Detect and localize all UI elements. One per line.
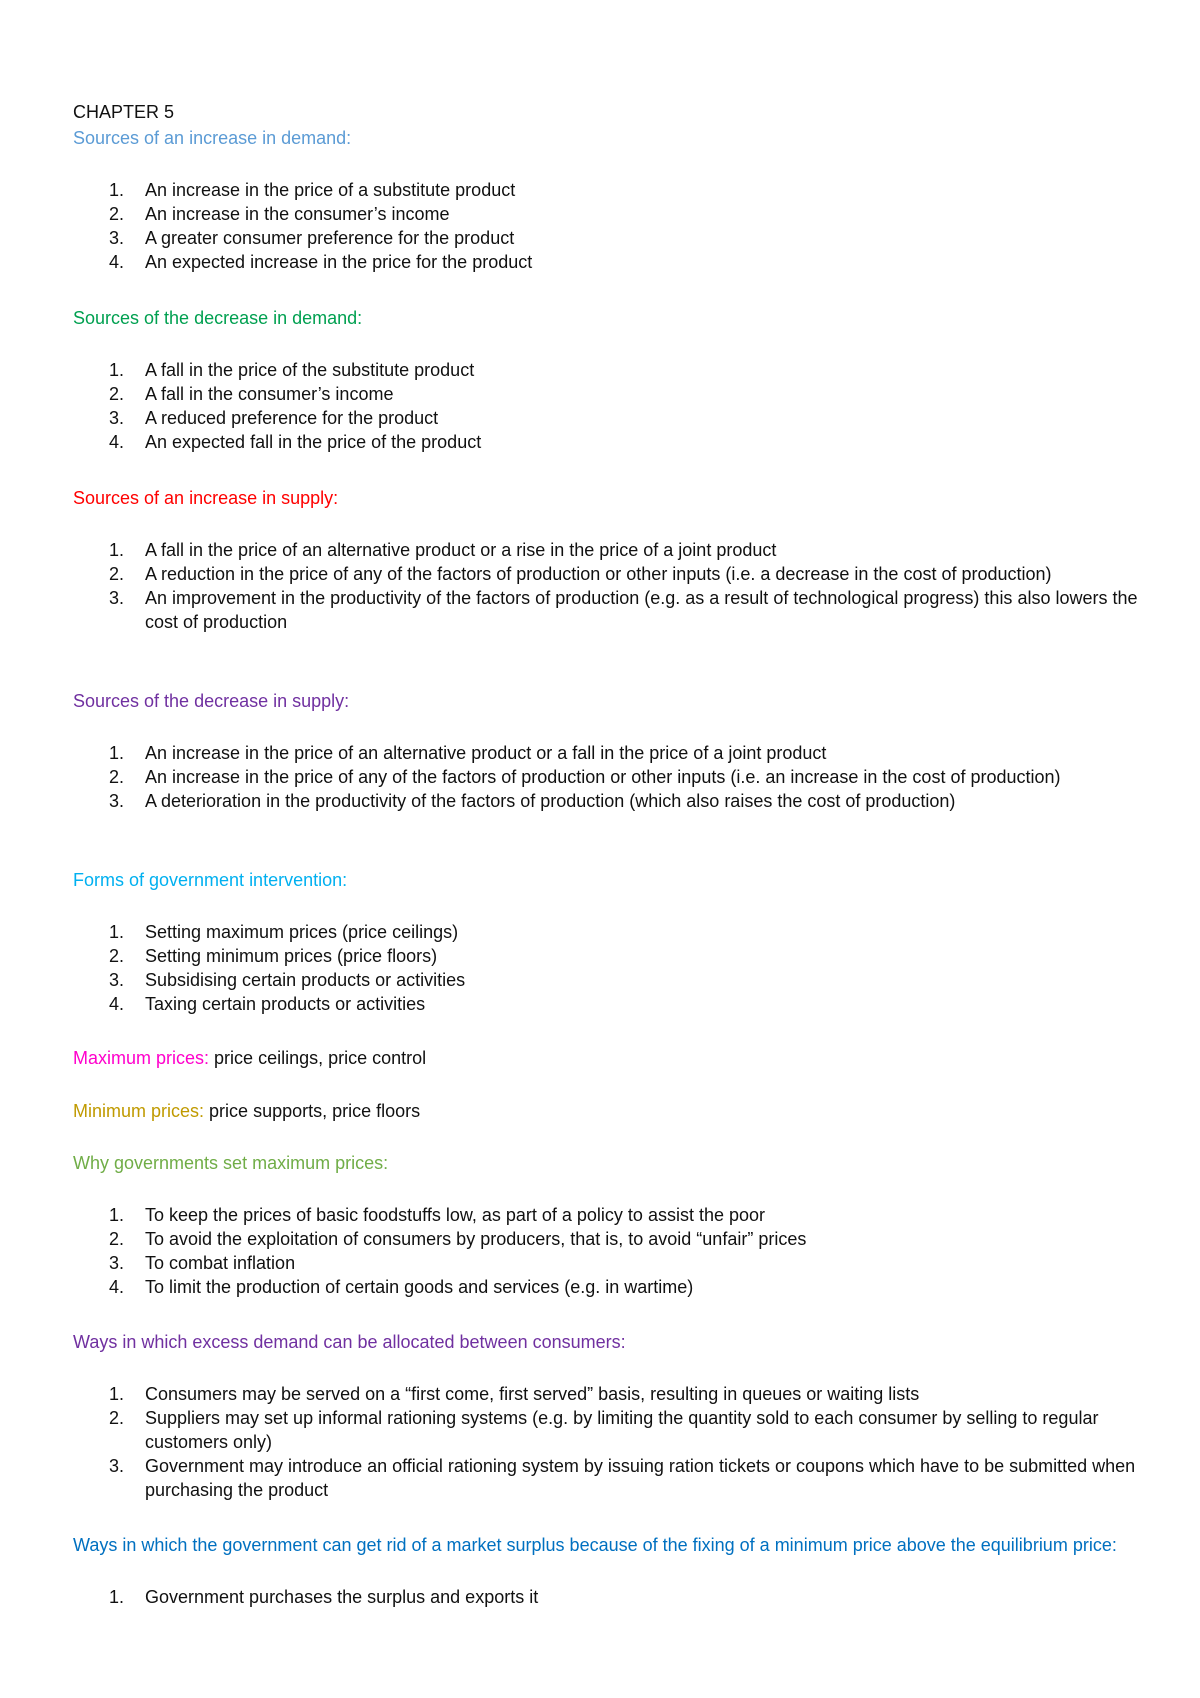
list-item: 2. An increase in the price of any of the factors of production or other inputs (i.e. an increase in the cost of production)	[109, 767, 1061, 787]
list-number: 3.	[109, 588, 125, 608]
list-item: 3. An improvement in the productivity of the factors of production (e.g. as a result of technological progress) this also lowers the cost of production	[109, 588, 1138, 632]
section-heading: Forms of government intervention:	[73, 870, 348, 890]
list-item: 3. A greater consumer preference for the product	[109, 228, 515, 248]
list-item: 2. A reduction in the price of any of the factors of production or other inputs (i.e. a decrease in the cost of production)	[109, 564, 1052, 584]
numbered-list	[73, 1203, 1143, 1299]
list-number: 3.	[109, 970, 125, 990]
list-item: 4. An expected increase in the price for the product	[109, 252, 533, 272]
section-heading: Sources of an increase in demand:	[73, 128, 352, 148]
section-increase-supply	[73, 486, 1143, 634]
definition-minimum-prices	[73, 1099, 420, 1123]
section-increase-demand	[73, 126, 1143, 274]
list-item: 3. Government may introduce an official rationing system by issuing ration tickets or coupons which have to be submitted when purchasing the product	[109, 1456, 1136, 1500]
list-number: 1.	[109, 922, 125, 942]
section-heading: Sources of an increase in supply:	[73, 488, 339, 508]
list-item: 1. A fall in the price of the substitute product	[109, 360, 475, 380]
section-excess-demand	[73, 1330, 1143, 1502]
list-number: 4.	[109, 432, 125, 452]
list-number: 1.	[109, 743, 125, 763]
section-decrease-supply	[73, 689, 1143, 813]
list-number: 2.	[109, 1229, 125, 1249]
section-market-surplus	[73, 1533, 1143, 1609]
definition-value: price ceilings, price control	[214, 1048, 427, 1068]
list-item: 2. A fall in the consumer’s income	[109, 384, 394, 404]
list-number: 3.	[109, 408, 125, 428]
section-decrease-demand	[73, 306, 1143, 454]
section-why-maximum-prices	[73, 1151, 1143, 1299]
list-item: 1. Setting maximum prices (price ceilings)	[109, 922, 459, 942]
list-number: 2.	[109, 767, 125, 787]
list-number: 4.	[109, 1277, 125, 1297]
list-number: 1.	[109, 180, 125, 200]
numbered-list	[73, 358, 1143, 454]
numbered-list	[73, 1382, 1143, 1502]
list-item: 4. An expected fall in the price of the product	[109, 432, 482, 452]
list-item: 3. A reduced preference for the product	[109, 408, 439, 428]
list-number: 1.	[109, 540, 125, 560]
list-number: 3.	[109, 228, 125, 248]
list-number: 2.	[109, 384, 125, 404]
definition-maximum-prices	[73, 1046, 426, 1070]
list-number: 3.	[109, 1253, 125, 1273]
numbered-list	[73, 538, 1143, 634]
definition-label: Minimum prices:	[73, 1101, 205, 1121]
list-number: 1.	[109, 360, 125, 380]
list-number: 1.	[109, 1587, 125, 1607]
numbered-list	[73, 1585, 1143, 1609]
numbered-list	[73, 920, 1143, 1016]
list-item: 1. A fall in the price of an alternative product or a rise in the price of a joint product	[109, 540, 777, 560]
list-item: 2. Setting minimum prices (price floors)	[109, 946, 438, 966]
list-number: 1.	[109, 1384, 125, 1404]
section-heading: Sources of the decrease in supply:	[73, 691, 350, 711]
section-heading: Ways in which the government can get rid of a market surplus because of the fixing of a minimum price above the equilibrium price:	[73, 1535, 1117, 1555]
definition-label: Maximum prices:	[73, 1048, 210, 1068]
list-item: 3. A deterioration in the productivity of the factors of production (which also raises the cost of production)	[109, 791, 956, 811]
list-number: 3.	[109, 1456, 125, 1476]
list-number: 1.	[109, 1205, 125, 1225]
list-item: 1. Government purchases the surplus and exports it	[109, 1587, 539, 1607]
section-heading: Why governments set maximum prices:	[73, 1153, 389, 1173]
list-item: 2. To avoid the exploitation of consumers by producers, that is, to avoid “unfair” prices	[109, 1229, 807, 1249]
list-item: 3. To combat inflation	[109, 1253, 296, 1273]
list-number: 2.	[109, 1408, 125, 1428]
list-item: 4. Taxing certain products or activities	[109, 994, 426, 1014]
list-item: 1. An increase in the price of a substitute product	[109, 180, 516, 200]
chapter-title: CHAPTER 5	[73, 102, 175, 122]
list-item: 3. Subsidising certain products or activities	[109, 970, 466, 990]
section-government-intervention	[73, 868, 1143, 1016]
list-item: 2. Suppliers may set up informal rationing systems (e.g. by limiting the quantity sold to each consumer by selling to regular customers only)	[109, 1408, 1099, 1452]
list-number: 4.	[109, 994, 125, 1014]
list-number: 2.	[109, 564, 125, 584]
list-item: 4. To limit the production of certain goods and services (e.g. in wartime)	[109, 1277, 694, 1297]
list-number: 2.	[109, 204, 125, 224]
definition-value: price supports, price floors	[209, 1101, 421, 1121]
section-heading: Sources of the decrease in demand:	[73, 308, 363, 328]
list-item: 2. An increase in the consumer’s income	[109, 204, 450, 224]
list-item: 1. To keep the prices of basic foodstuffs low, as part of a policy to assist the poor	[109, 1205, 766, 1225]
section-heading: Ways in which excess demand can be allocated between consumers:	[73, 1332, 626, 1352]
list-item: 1. An increase in the price of an alternative product or a fall in the price of a joint product	[109, 743, 827, 763]
list-item: 1. Consumers may be served on a “first come, first served” basis, resulting in queues or waiting lists	[109, 1384, 920, 1404]
numbered-list	[73, 178, 1143, 274]
list-number: 4.	[109, 252, 125, 272]
numbered-list	[73, 741, 1143, 813]
list-number: 3.	[109, 791, 125, 811]
list-number: 2.	[109, 946, 125, 966]
